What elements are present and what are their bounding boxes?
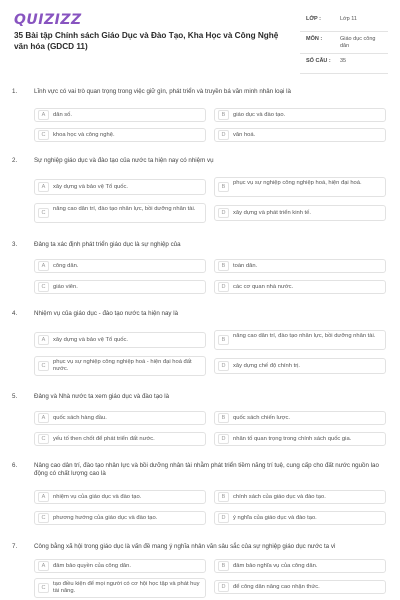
option-text: quốc sách chiến lược.	[233, 415, 290, 421]
worksheet-title: 35 Bài tập Chính sách Giáo Dục và Đào Tạo, Kha Học và Công Nghệ văn hóa (GDCD 11)	[14, 31, 279, 51]
option-d[interactable]	[214, 511, 386, 525]
option-b[interactable]	[214, 411, 386, 425]
option-b[interactable]	[214, 108, 386, 122]
option-letter: C	[38, 513, 49, 523]
option-text: nhiệm vụ của giáo dục và đào tạo.	[53, 494, 142, 500]
option-text: yếu tố then chốt để phát triển đất nước.	[53, 436, 155, 442]
option-d[interactable]	[214, 358, 386, 374]
question-number: 3.	[12, 241, 18, 248]
meta-value: 35	[340, 58, 347, 64]
option-text: đảm bảo quyền của công dân.	[53, 563, 131, 569]
option-letter: A	[38, 413, 49, 423]
option-text: nâng cao dân trí, đào tạo nhân lực, bồi dưỡng nhân tài.	[53, 206, 196, 212]
option-c[interactable]	[34, 203, 206, 223]
option-text: xây dựng và bảo vệ Tổ quốc.	[53, 184, 128, 190]
option-letter: A	[38, 335, 49, 345]
option-letter: D	[218, 282, 229, 292]
option-c[interactable]	[34, 511, 206, 525]
option-d[interactable]	[214, 432, 386, 446]
question-text: Nhiệm vụ của giáo dục - đào tạo nước ta hiện nay là	[34, 310, 179, 317]
option-a[interactable]	[34, 490, 206, 504]
meta-label: SỐ CÂU :	[306, 58, 331, 64]
meta-value: Lớp 11	[340, 16, 357, 22]
question-text: Nâng cao dân trí, đào tạo nhân lực và bồi dưỡng nhân tài nhằm phát triển tiềm năng trí tuệ, cung cấp cho đất nước nguồn lao động có chất lượng cao là	[34, 462, 379, 477]
option-letter: D	[218, 513, 229, 523]
option-letter: D	[218, 434, 229, 444]
option-b[interactable]	[214, 259, 386, 273]
option-text: các cơ quan nhà nước.	[233, 284, 294, 290]
option-d[interactable]	[214, 280, 386, 294]
option-d[interactable]	[214, 128, 386, 142]
option-text: khoa học và công nghệ.	[53, 132, 115, 138]
option-a[interactable]	[34, 179, 206, 195]
option-letter: B	[218, 335, 229, 345]
option-text: phục vụ sự nghiệp công nghiệp hoá - hiện đại hoá đất nước.	[53, 359, 192, 372]
option-text: xây dựng chế độ chính trị.	[233, 363, 301, 369]
option-c[interactable]	[34, 280, 206, 294]
option-text: nhân tố quan trọng trong chính sách quốc gia.	[233, 436, 352, 442]
meta-label: LỚP :	[306, 16, 321, 22]
meta-subject-row	[300, 32, 388, 54]
option-letter: C	[38, 130, 49, 140]
option-letter: A	[38, 182, 49, 192]
option-a[interactable]	[34, 259, 206, 273]
question-number: 2.	[12, 157, 18, 164]
question-number: 7.	[12, 543, 18, 550]
option-letter: B	[218, 182, 229, 192]
option-text: giáo dục và đào tạo.	[233, 112, 286, 118]
option-a[interactable]	[34, 559, 206, 573]
option-text: quốc sách hàng đầu.	[53, 415, 107, 421]
question-number: 1.	[12, 88, 18, 95]
meta-class-row	[300, 12, 388, 32]
option-text: để công dân nâng cao nhận thức.	[233, 584, 320, 590]
option-letter: A	[38, 110, 49, 120]
worksheet-meta	[300, 12, 388, 74]
option-text: xây dựng và phát triển kinh tế.	[233, 210, 311, 216]
option-text: ý nghĩa của giáo dục và đào tạo.	[233, 515, 317, 521]
question-text: Đảng và Nhà nước ta xem giáo dục và đào tạo là	[34, 393, 170, 400]
option-text: xây dựng và bảo vệ Tổ quốc.	[53, 337, 128, 343]
question-text: Sự nghiệp giáo dục và đào tạo của nước ta hiện nay có nhiệm vụ	[34, 157, 214, 164]
quizizz-logo: QUIZIZZ	[14, 12, 82, 28]
option-d[interactable]	[214, 205, 386, 221]
option-letter: B	[218, 492, 229, 502]
question-number: 5.	[12, 393, 18, 400]
option-letter: B	[218, 261, 229, 271]
option-letter: B	[218, 561, 229, 571]
option-letter: C	[38, 361, 49, 371]
option-letter: D	[218, 582, 229, 592]
option-text: dân số.	[53, 112, 73, 118]
option-letter: D	[218, 208, 229, 218]
option-b[interactable]	[214, 330, 386, 350]
option-text: văn hoá.	[233, 132, 256, 138]
worksheet-header	[0, 0, 400, 74]
question-text: Công bằng xã hội trong giáo dục là vấn đề mang ý nghĩa nhân văn sâu sắc của sự nghiệp giáo dục nước ta vì	[34, 543, 336, 550]
option-a[interactable]	[34, 411, 206, 425]
option-letter: D	[218, 361, 229, 371]
option-text: giáo viên.	[53, 284, 78, 290]
option-letter: A	[38, 561, 49, 571]
option-text: toàn dân.	[233, 263, 258, 269]
option-c[interactable]	[34, 432, 206, 446]
option-text: tạo điều kiện để mọi người có cơ hội học tập và phát huy tài năng.	[53, 581, 200, 594]
option-a[interactable]	[34, 332, 206, 348]
question-text: Lĩnh vực có vai trò quan trọng trong việc giữ gìn, phát triển và truyền bá văn minh nhân loại là	[34, 88, 291, 95]
option-text: chính sách của giáo dục và đào tạo.	[233, 494, 326, 500]
option-text: nâng cao dân trí, đào tạo nhân lực, bồi dưỡng nhân tài.	[233, 333, 376, 339]
meta-count-row	[300, 54, 388, 74]
option-b[interactable]	[214, 177, 386, 197]
option-c[interactable]	[34, 578, 206, 598]
option-letter: A	[38, 261, 49, 271]
meta-label: MÔN :	[306, 36, 323, 42]
option-letter: D	[218, 130, 229, 140]
option-b[interactable]	[214, 490, 386, 504]
option-d[interactable]	[214, 580, 386, 594]
option-letter: C	[38, 583, 49, 593]
option-letter: C	[38, 208, 49, 218]
option-text: phục vụ sự nghiệp công nghiệp hoá, hiện đại hoá.	[233, 180, 362, 186]
meta-value: Giáo dục công dân	[340, 36, 376, 49]
option-text: công dân.	[53, 263, 79, 269]
option-text: phương hướng của giáo dục và đào tạo.	[53, 515, 158, 521]
option-text: đảm bảo nghĩa vụ của công dân.	[233, 563, 318, 569]
option-letter: C	[38, 282, 49, 292]
option-letter: C	[38, 434, 49, 444]
option-a[interactable]	[34, 108, 206, 122]
option-letter: B	[218, 413, 229, 423]
question-text: Đảng ta xác định phát triển giáo dục là sự nghiệp của	[34, 241, 181, 248]
question-number: 6.	[12, 462, 18, 469]
option-b[interactable]	[214, 559, 386, 573]
option-c[interactable]	[34, 128, 206, 142]
option-letter: A	[38, 492, 49, 502]
option-c[interactable]	[34, 356, 206, 376]
option-letter: B	[218, 110, 229, 120]
question-number: 4.	[12, 310, 18, 317]
